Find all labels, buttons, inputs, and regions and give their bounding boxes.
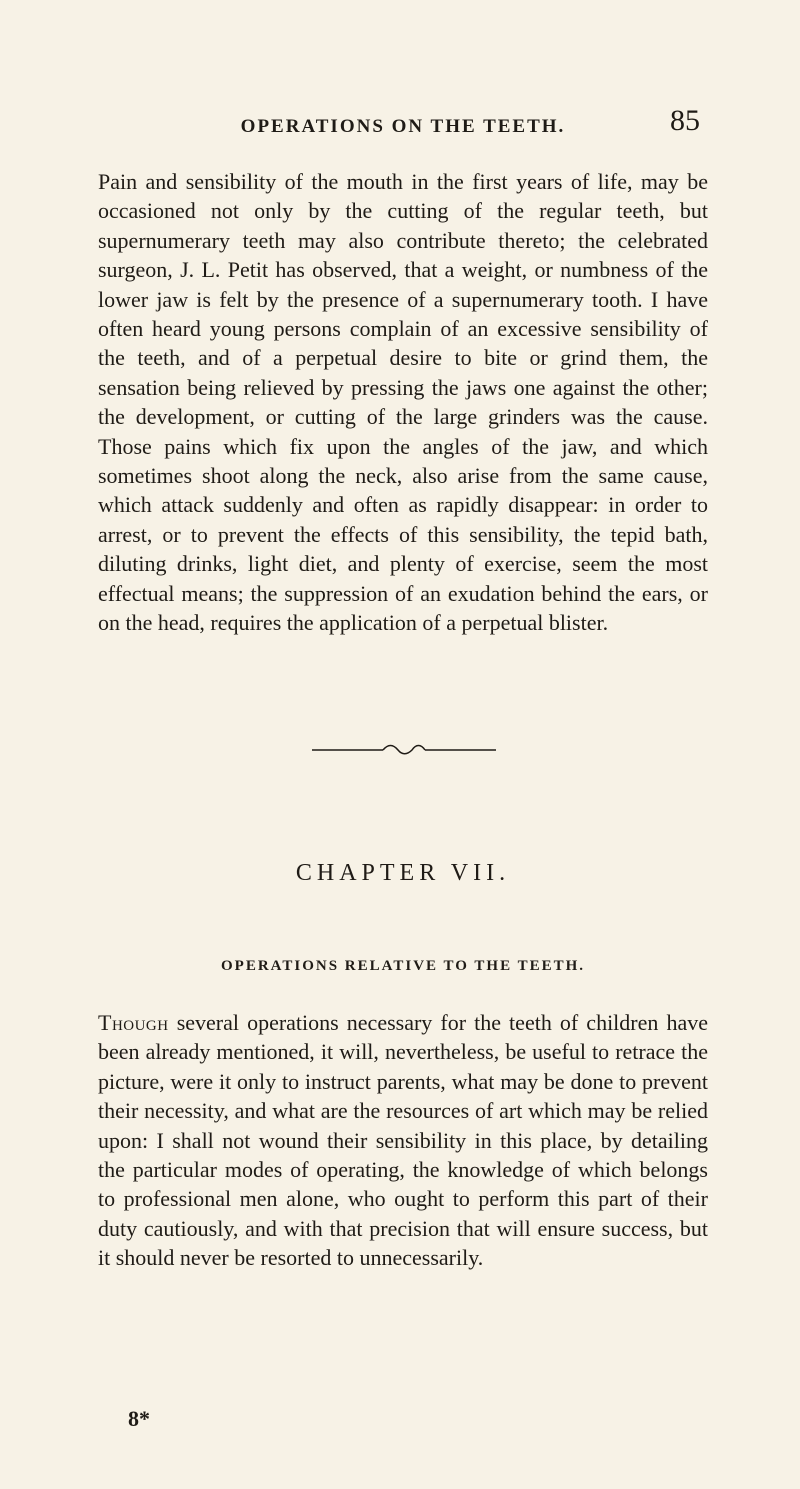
chapter-title: CHAPTER VII.: [295, 860, 511, 886]
ornamental-divider: [312, 742, 496, 758]
running-title: OPERATIONS ON THE TEETH.: [240, 116, 566, 137]
signature-mark: 8*: [128, 1406, 150, 1431]
paragraph-2-first-word: Though: [98, 1010, 169, 1035]
running-head: [98, 104, 708, 144]
page-number: 85: [670, 104, 700, 137]
paragraph-2-text: several operations necessary for the teeth of children have been already mentioned, it will, nevertheless, be useful to retrace the picture, were it only to instruct parents, what may be done to prevent their necessity, and what are the resources of art which may be relied upon: I shall not wound their sensibility in this place, by detailing the particular modes of operating, the knowledge of which belongs to professional men alone, who ought to perform this part of their duty cautiously, and with that precision that will ensure success, but it should never be resorted to unnecessarily.: [98, 1010, 708, 1271]
chapter-subtitle: OPERATIONS RELATIVE TO THE TEETH.: [220, 958, 585, 974]
paragraph-1: Pain and sensibility of the mouth in the first years of life, may be occasioned not only by the cutting of the regular teeth, but supernumerary teeth may also contribute thereto; the celebrated surgeon, J. L. Petit has observed, that a weight, or numbness of the lower jaw is felt by the presence of a supernumerary tooth. I have often heard young persons complain of an excessive sensibility of the teeth, and of a perpetual desire to bite or grind them, the sensation being relieved by pressing the jaws one against the other; the development, or cutting of the large grinders was the cause. Those pains which fix upon the angles of the jaw, and which sometimes shoot along the neck, also arise from the same cause, which attack suddenly and often as rapidly disappear: in order to arrest, or to prevent the effects of this sensibility, the tepid bath, diluting drinks, light diet, and plenty of exercise, seem the most effectual means; the suppression of an exudation behind the ears, or on the head, requires the application of a perpetual blister.: [98, 169, 708, 636]
paragraph-2: [98, 1008, 708, 1273]
